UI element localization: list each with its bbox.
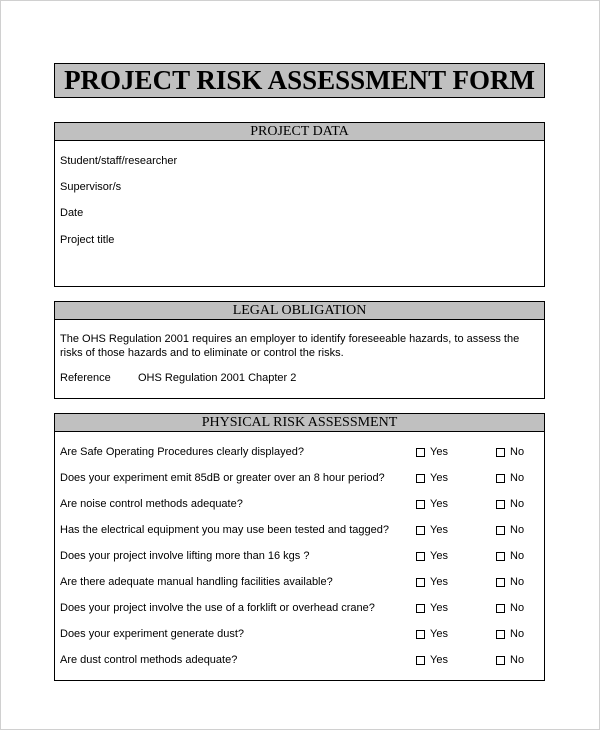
question-row	[60, 602, 540, 616]
no-label: No	[510, 472, 525, 484]
question-row	[60, 628, 540, 642]
yes-option[interactable]	[416, 524, 448, 536]
yes-checkbox[interactable]	[416, 448, 425, 457]
reference-value: OHS Regulation 2001 Chapter 2	[138, 372, 297, 384]
yes-option[interactable]	[416, 498, 448, 510]
no-checkbox[interactable]	[496, 578, 505, 587]
yes-checkbox[interactable]	[416, 474, 425, 483]
question-text: Are Safe Operating Procedures clearly displayed?	[60, 446, 304, 458]
yes-checkbox[interactable]	[416, 656, 425, 665]
project-data-section	[54, 122, 545, 287]
field-student-staff-researcher: Student/staff/researcher	[60, 155, 178, 167]
no-label: No	[510, 498, 525, 510]
question-text: Has the electrical equipment you may use been tested and tagged?	[60, 524, 389, 536]
question-row	[60, 446, 540, 460]
no-option[interactable]	[496, 628, 524, 640]
yes-checkbox[interactable]	[416, 630, 425, 639]
no-label: No	[510, 550, 525, 562]
field-date: Date	[60, 207, 84, 219]
yes-option[interactable]	[416, 550, 448, 562]
question-text: Are noise control methods adequate?	[60, 498, 243, 510]
form-title: PROJECT RISK ASSESSMENT FORM	[54, 63, 545, 98]
question-row	[60, 576, 540, 590]
yes-label: Yes	[430, 628, 448, 640]
no-checkbox[interactable]	[496, 552, 505, 561]
yes-label: Yes	[430, 498, 448, 510]
yes-label: Yes	[430, 550, 448, 562]
no-label: No	[510, 524, 525, 536]
legal-obligation-header: LEGAL OBLIGATION	[55, 302, 544, 320]
yes-option[interactable]	[416, 472, 448, 484]
no-checkbox[interactable]	[496, 656, 505, 665]
no-option[interactable]	[496, 446, 524, 458]
yes-label: Yes	[430, 602, 448, 614]
no-checkbox[interactable]	[496, 448, 505, 457]
yes-option[interactable]	[416, 654, 448, 666]
question-row	[60, 654, 540, 668]
no-checkbox[interactable]	[496, 526, 505, 535]
yes-label: Yes	[430, 654, 448, 666]
no-option[interactable]	[496, 576, 524, 588]
yes-option[interactable]	[416, 628, 448, 640]
no-option[interactable]	[496, 654, 524, 666]
question-row	[60, 550, 540, 564]
yes-option[interactable]	[416, 602, 448, 614]
yes-label: Yes	[430, 524, 448, 536]
no-checkbox[interactable]	[496, 500, 505, 509]
legal-obligation-section	[54, 301, 545, 399]
question-text: Are dust control methods adequate?	[60, 654, 238, 666]
no-label: No	[510, 628, 525, 640]
no-option[interactable]	[496, 472, 524, 484]
question-text: Does your experiment generate dust?	[60, 628, 245, 640]
legal-obligation-text: The OHS Regulation 2001 requires an employer to identify foreseeable hazards, to assess the risks of those hazards and to eliminate or control the risks.	[60, 333, 520, 359]
yes-checkbox[interactable]	[416, 526, 425, 535]
yes-checkbox[interactable]	[416, 578, 425, 587]
yes-label: Yes	[430, 472, 448, 484]
project-data-header: PROJECT DATA	[55, 123, 544, 141]
yes-option[interactable]	[416, 576, 448, 588]
question-row	[60, 472, 540, 486]
yes-checkbox[interactable]	[416, 604, 425, 613]
physical-risk-section	[54, 413, 545, 681]
field-supervisor: Supervisor/s	[60, 181, 122, 193]
no-option[interactable]	[496, 550, 524, 562]
no-option[interactable]	[496, 602, 524, 614]
yes-label: Yes	[430, 576, 448, 588]
reference-label: Reference	[60, 372, 111, 384]
no-label: No	[510, 446, 525, 458]
yes-checkbox[interactable]	[416, 500, 425, 509]
question-row	[60, 524, 540, 538]
no-label: No	[510, 576, 525, 588]
no-checkbox[interactable]	[496, 630, 505, 639]
no-label: No	[510, 654, 525, 666]
question-row	[60, 498, 540, 512]
no-option[interactable]	[496, 524, 524, 536]
no-checkbox[interactable]	[496, 604, 505, 613]
question-text: Are there adequate manual handling facilities available?	[60, 576, 333, 588]
no-checkbox[interactable]	[496, 474, 505, 483]
yes-checkbox[interactable]	[416, 552, 425, 561]
yes-label: Yes	[430, 446, 448, 458]
question-text: Does your project involve the use of a forklift or overhead crane?	[60, 602, 375, 614]
question-text: Does your experiment emit 85dB or greater over an 8 hour period?	[60, 472, 385, 484]
question-text: Does your project involve lifting more than 16 kgs ?	[60, 550, 310, 562]
field-project-title: Project title	[60, 234, 115, 246]
physical-risk-header: PHYSICAL RISK ASSESSMENT	[55, 414, 544, 432]
yes-option[interactable]	[416, 446, 448, 458]
no-label: No	[510, 602, 525, 614]
no-option[interactable]	[496, 498, 524, 510]
